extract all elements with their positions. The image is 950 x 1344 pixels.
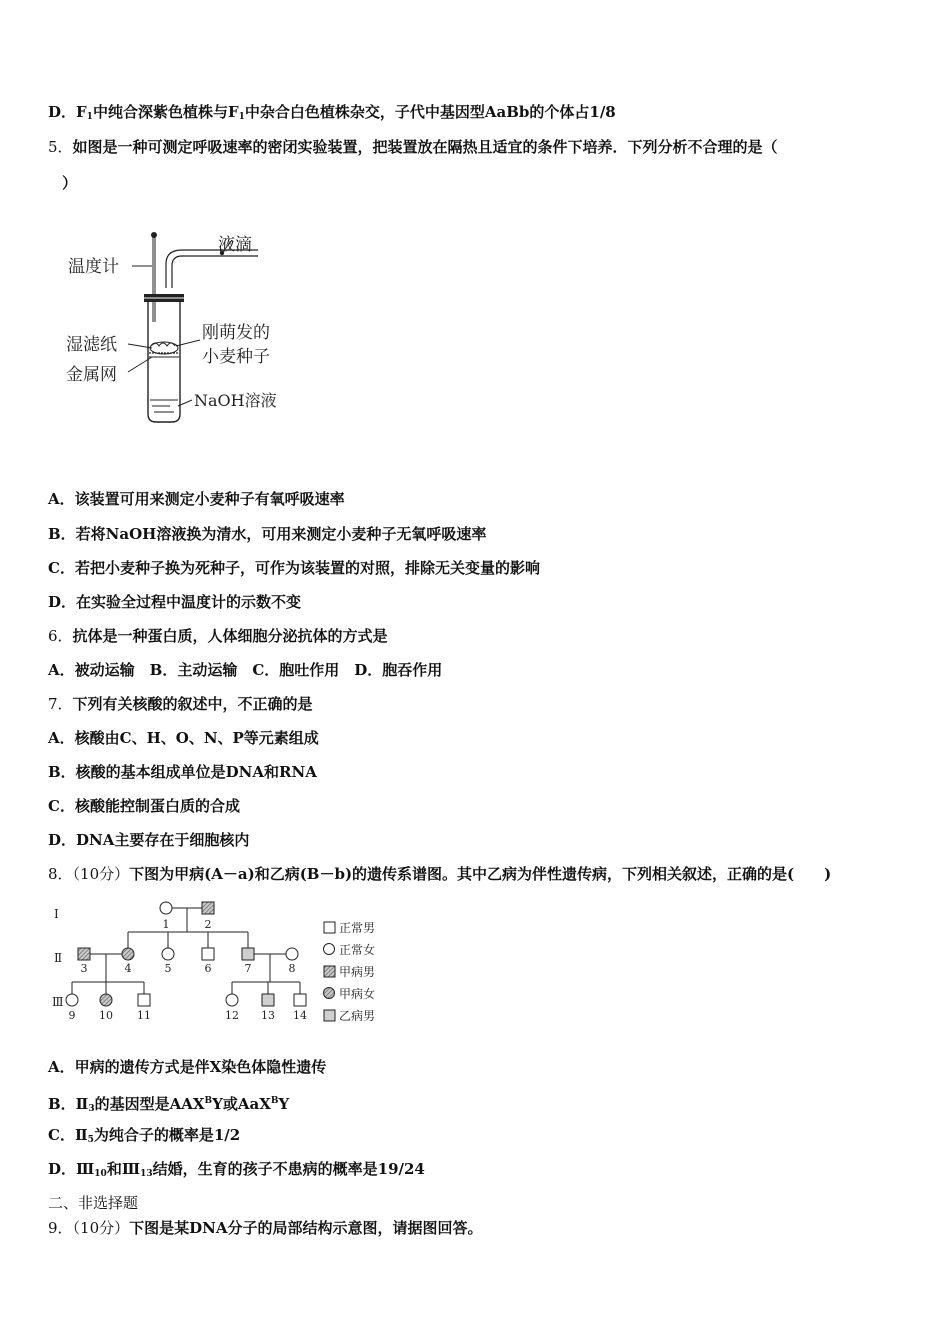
question-5-option-c: C．若把小麦种子换为死种子，可作为该装置的对照，排除无关变量的影响	[48, 559, 540, 577]
pedigree-ii3-affected-a-male	[78, 948, 90, 960]
legend-normal-male-symbol	[324, 922, 335, 933]
label-wet-paper: 湿滤纸	[66, 335, 117, 355]
question-7-option-a: A．核酸由C、H、O、N、P等元素组成	[48, 729, 319, 747]
legend-b-male-symbol	[324, 1010, 335, 1021]
label-metal-mesh: 金属网	[66, 365, 117, 385]
question-7-option-b: B．核酸的基本组成单位是DNA和RNA	[48, 763, 317, 781]
legend-normal-female-symbol	[324, 944, 335, 955]
pedigree-number: 7	[244, 962, 252, 975]
label-seeds-line2: 小麦种子	[202, 347, 270, 367]
pedigree-number: 9	[68, 1009, 76, 1022]
pedigree-number: 2	[204, 918, 212, 931]
legend-a-male-symbol	[324, 966, 335, 977]
pedigree-i2-affected-a-male	[202, 902, 214, 914]
pedigree-iii9-normal-female	[66, 994, 78, 1006]
pedigree-ii7-affected-b-male	[242, 948, 254, 960]
respiration-apparatus-figure	[62, 222, 302, 432]
pedigree-number: 10	[99, 1009, 113, 1022]
pedigree-number: 6	[204, 962, 212, 975]
question-9-stem: 9．（10分）下图是某DNA分子的局部结构示意图，请据图回答。	[48, 1219, 483, 1237]
question-5-option-d: D．在实验全过程中温度计的示数不变	[48, 593, 302, 611]
legend-a-female: 甲病女	[339, 987, 376, 1001]
legend-a-male: 甲病男	[339, 965, 376, 979]
section-2-title: 二、非选择题	[48, 1194, 139, 1212]
label-naoh: NaOH溶液	[194, 391, 277, 410]
pedigree-number: 8	[288, 962, 296, 975]
pedigree-number: 1	[162, 918, 170, 931]
pedigree-iii12-normal-female	[226, 994, 238, 1006]
generation-ii: Ⅱ	[54, 951, 63, 965]
pedigree-number: 13	[261, 1009, 275, 1022]
pedigree-number: 12	[225, 1009, 239, 1022]
label-seeds-line1: 刚萌发的	[202, 323, 270, 343]
question-8-option-a: A．甲病的遗传方式是伴X染色体隐性遗传	[48, 1058, 327, 1076]
pedigree-number: 14	[293, 1009, 307, 1022]
question-8-stem: 8．（10分）下图为甲病(A－a)和乙病(B－b)的遗传系谱图。其中乙病为伴性遗传病，下列相关叙述，正确的是( )	[48, 865, 832, 883]
pedigree-iii13-affected-b-male	[262, 994, 274, 1006]
pedigree-ii4-affected-a-female	[122, 948, 134, 960]
pedigree-iii11-normal-male	[138, 994, 150, 1006]
question-7-option-d: D．DNA主要存在于细胞核内	[48, 831, 250, 849]
pedigree-number: 3	[80, 962, 88, 975]
legend-normal-male: 正常男	[339, 921, 376, 935]
option-d-previous-question: D．$F_1$中纯合深紫色植株与$F_1$中杂合白色植株杂交，子代中基因型AaBb的个体占1/8	[48, 103, 616, 122]
label-droplet: 液滴	[218, 235, 252, 255]
pedigree-chart	[48, 896, 388, 1026]
question-7-option-c: C．核酸能控制蛋白质的合成	[48, 797, 240, 815]
pedigree-ii6-normal-male	[202, 948, 214, 960]
question-8-option-c: C．$Ⅱ_5$为纯合子的概率是1/2	[48, 1126, 241, 1145]
pedigree-ii8-normal-female	[286, 948, 298, 960]
question-5-stem: 5．如图是一种可测定呼吸速率的密闭实验装置，把装置放在隔热且适宜的条件下培养．下列分析不合理的是（	[48, 138, 778, 156]
question-5-stem-close: ）	[62, 174, 78, 192]
question-8-option-d: D．$Ⅲ_{10}$和$Ⅲ_{13}$结婚，生育的孩子不患病的概率是19/24	[48, 1160, 425, 1179]
question-6-options: A．被动运输 B．主动运输 C．胞吐作用 D．胞吞作用	[48, 661, 443, 679]
pedigree-i1-normal-female	[160, 902, 172, 914]
generation-iii: Ⅲ	[52, 995, 64, 1009]
label-thermometer: 温度计	[68, 257, 119, 277]
pedigree-ii5-normal-female	[162, 948, 174, 960]
question-5-option-a: A．该装置可用来测定小麦种子有氧呼吸速率	[48, 490, 345, 508]
question-6-stem: 6．抗体是一种蛋白质，人体细胞分泌抗体的方式是	[48, 627, 388, 645]
pedigree-number: 4	[124, 962, 132, 975]
legend-normal-female: 正常女	[339, 943, 376, 957]
generation-i: Ⅰ	[54, 907, 59, 921]
legend-b-male: 乙病男	[339, 1009, 376, 1023]
question-5-option-b: B．若将NaOH溶液换为清水，可用来测定小麦种子无氧呼吸速率	[48, 525, 487, 543]
pedigree-iii10-affected-a-female	[100, 994, 112, 1006]
pedigree-iii14-normal-male	[294, 994, 306, 1006]
question-8-option-b: B．$Ⅱ_3$的基因型是$AAX^BY$或AaX$^B$Y	[48, 1095, 290, 1114]
legend-a-female-symbol	[324, 988, 335, 999]
question-7-stem: 7．下列有关核酸的叙述中，不正确的是	[48, 695, 313, 713]
pedigree-number: 11	[137, 1009, 151, 1022]
pedigree-number: 5	[164, 962, 172, 975]
